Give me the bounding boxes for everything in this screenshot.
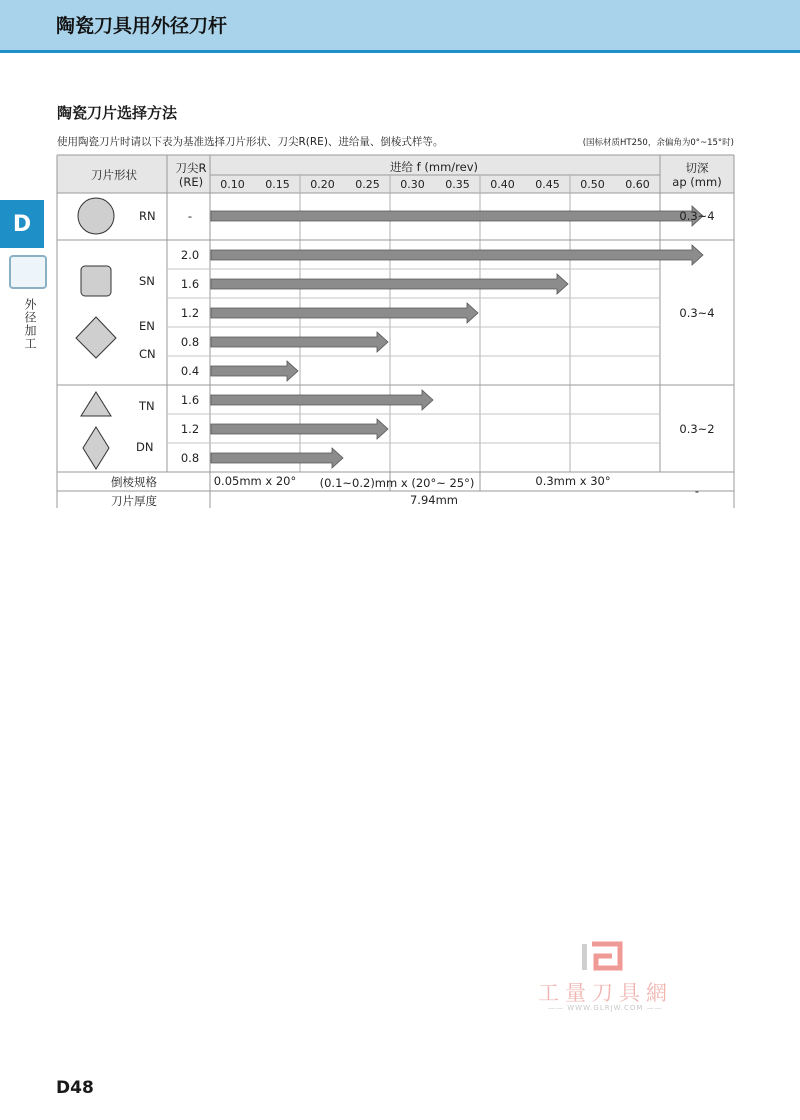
watermark-logo-icon [580,940,630,974]
depth-column-header: 切深 [685,161,709,175]
shape-label-rn: RN [139,209,156,223]
depth-value: 0.3~2 [679,422,715,436]
chamfer-label: 倒棱规格 [111,475,157,489]
diamond-insert-icon [83,427,109,469]
page-number: D48 [56,1078,94,1098]
shape-label-sn: SN [139,274,155,288]
feed-range-arrow [211,390,433,410]
watermark-text: 工量刀具網 [538,981,673,1005]
watermark-url: —— WWW.GLRJW.COM —— [548,1004,663,1012]
shape-label-tn: TN [139,399,155,413]
round-insert-icon [78,198,114,234]
chamfer-spec: 0.05mm x 20° [213,474,297,488]
feed-scale-label: 0.50 [580,178,605,191]
section-tab-label: 外径加工 [23,298,37,350]
re-value: 2.0 [180,248,200,262]
section-description: 使用陶瓷刀片时请以下表为基准选择刀片形状、刀尖R(RE)、进给量、倒棱式样等。 [57,136,444,148]
feed-scale-label: 0.60 [625,178,650,191]
feed-range-arrow [211,245,703,265]
re-column-header-unit: (RE) [178,175,204,189]
re-value: 0.4 [180,364,200,378]
depth-column-header-unit: ap (mm) [672,175,722,189]
section-title: 陶瓷刀片选择方法 [57,104,178,122]
feed-scale-label: 0.10 [220,178,245,191]
triangle-insert-icon [81,392,111,416]
feed-scale-label: 0.25 [355,178,380,191]
section-tab-letter: D [12,211,32,237]
re-value: 1.6 [180,393,200,407]
feed-scale-label: 0.30 [400,178,425,191]
re-column-header: 刀尖R [175,161,207,175]
material-note: (国标材质HT250，余偏角为0°~15°时) [582,138,734,148]
rhombus-insert-icon [76,317,116,358]
depth-value: 0.3~4 [679,209,715,223]
feed-column-header: 进给 f (mm/rev) [390,160,478,174]
square-insert-icon [81,266,111,296]
feed-scale-label: 0.40 [490,178,515,191]
re-value: 0.8 [180,335,200,349]
re-value: 1.2 [180,306,200,320]
feed-scale-label: 0.20 [310,178,335,191]
chamfer-spec: 0.3mm x 30° [535,474,611,488]
feed-range-arrow [211,361,298,381]
re-value: 1.6 [180,277,200,291]
feed-scale-label: 0.45 [535,178,560,191]
thickness-label: 刀片厚度 [111,494,157,508]
re-value: 1.2 [180,422,200,436]
footer-depth-value: - [694,484,700,498]
depth-value: 0.3~4 [679,306,715,320]
re-value: - [187,209,193,223]
re-value: 0.8 [180,451,200,465]
shape-column-header: 刀片形状 [91,168,137,182]
shape-label-cn: CN [139,347,156,361]
feed-range-arrow [211,448,343,468]
thickness-value: 7.94mm [409,493,459,507]
shape-label-en: EN [139,319,155,333]
feed-range-arrow [211,303,478,323]
feed-scale-label: 0.35 [445,178,470,191]
feed-scale-label: 0.15 [265,178,290,191]
shape-label-dn: DN [136,440,154,454]
feed-range-arrow [211,206,703,226]
chamfer-spec: (0.1~0.2)mm x (20°~ 25°) [319,476,475,490]
page-title: 陶瓷刀具用外径刀杆 [56,15,228,37]
